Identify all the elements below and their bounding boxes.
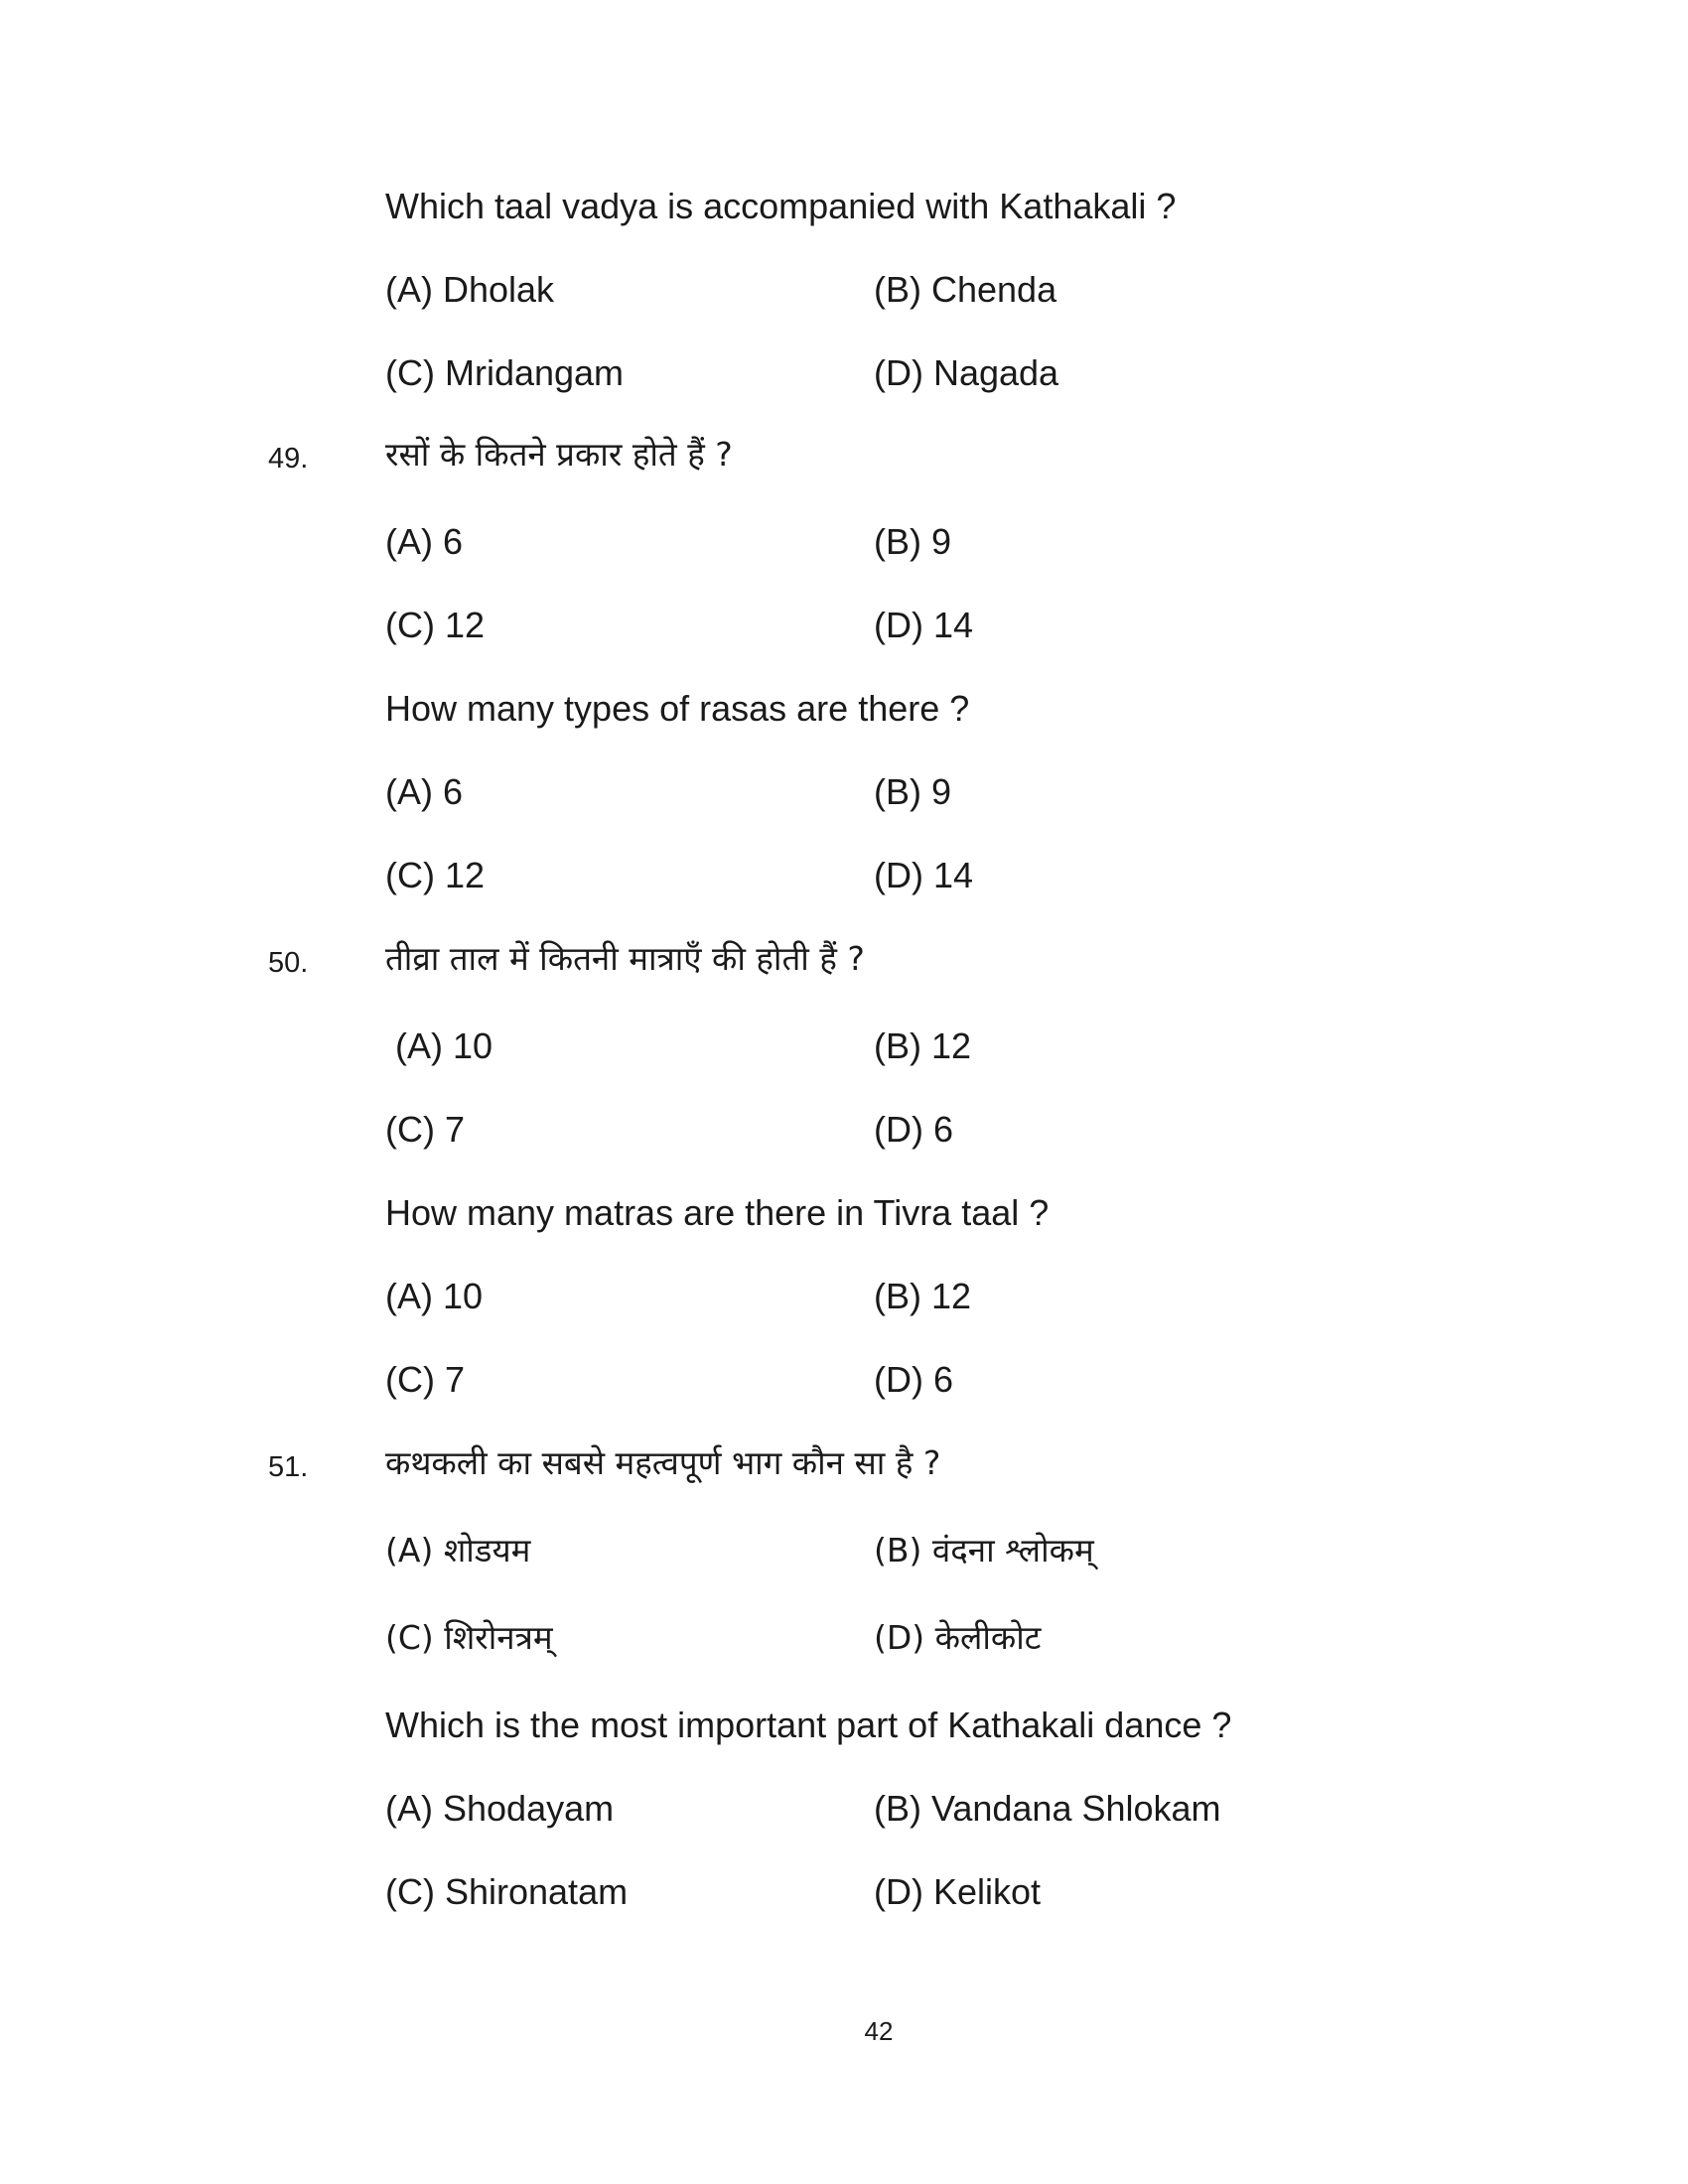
option-d: (D) Kelikot: [874, 1871, 1042, 1912]
option-d: (D) केलीकोट: [874, 1618, 1042, 1657]
option-a: (A) 6: [385, 771, 464, 812]
option-c: (C) Mridangam: [385, 352, 625, 393]
option-b: (B) 9: [874, 771, 952, 812]
option-c: (C) Shironatam: [385, 1871, 629, 1912]
option-b: (B) Vandana Shlokam: [874, 1788, 1221, 1829]
question-number: 50.: [268, 947, 309, 979]
question-number: 51.: [268, 1451, 309, 1483]
option-a: (A) Shodayam: [385, 1788, 615, 1829]
option-d: (D) 14: [874, 605, 974, 645]
option-c: (C) शिरोनत्रम्: [385, 1618, 553, 1657]
option-c: (C) 7: [385, 1359, 465, 1400]
option-c: (C) 12: [385, 605, 486, 645]
option-b: (B) 12: [874, 1025, 972, 1066]
question-text-english: How many matras are there in Tivra taal ?: [385, 1192, 1050, 1233]
option-c: (C) 12: [385, 855, 486, 895]
question-text-hindi: कथकली का सबसे महत्वपूर्ण भाग कौन सा है ?: [385, 1443, 941, 1482]
question-text-hindi: रसों के कितने प्रकार होते हैं ?: [385, 435, 733, 474]
question-text-english: How many types of rasas are there ?: [385, 688, 970, 729]
option-b: (B) वंदना श्लोकम्: [874, 1531, 1094, 1570]
question-number: 49.: [268, 443, 309, 475]
option-b: (B) Chenda: [874, 269, 1057, 310]
option-a: (A) 10: [385, 1276, 484, 1316]
page-number: 42: [864, 2016, 894, 2046]
option-d: (D) Nagada: [874, 352, 1059, 393]
option-a: (A) Dholak: [385, 269, 555, 310]
option-d: (D) 6: [874, 1359, 953, 1400]
option-a: (A) शोडयम: [385, 1531, 531, 1570]
question-text: Which taal vadya is accompanied with Kathakali ?: [385, 186, 1177, 226]
option-d: (D) 14: [874, 855, 974, 895]
option-a: (A) 6: [385, 521, 464, 562]
option-d: (D) 6: [874, 1109, 953, 1150]
option-b: (B) 9: [874, 521, 952, 562]
option-b: (B) 12: [874, 1276, 972, 1316]
question-text-hindi: तीव्रा ताल में कितनी मात्राएँ की होती हैं ?: [385, 939, 865, 978]
option-c: (C) 7: [385, 1109, 465, 1150]
option-a: (A) 10: [395, 1025, 493, 1066]
question-text-english: Which is the most important part of Kathakali dance ?: [385, 1705, 1232, 1745]
